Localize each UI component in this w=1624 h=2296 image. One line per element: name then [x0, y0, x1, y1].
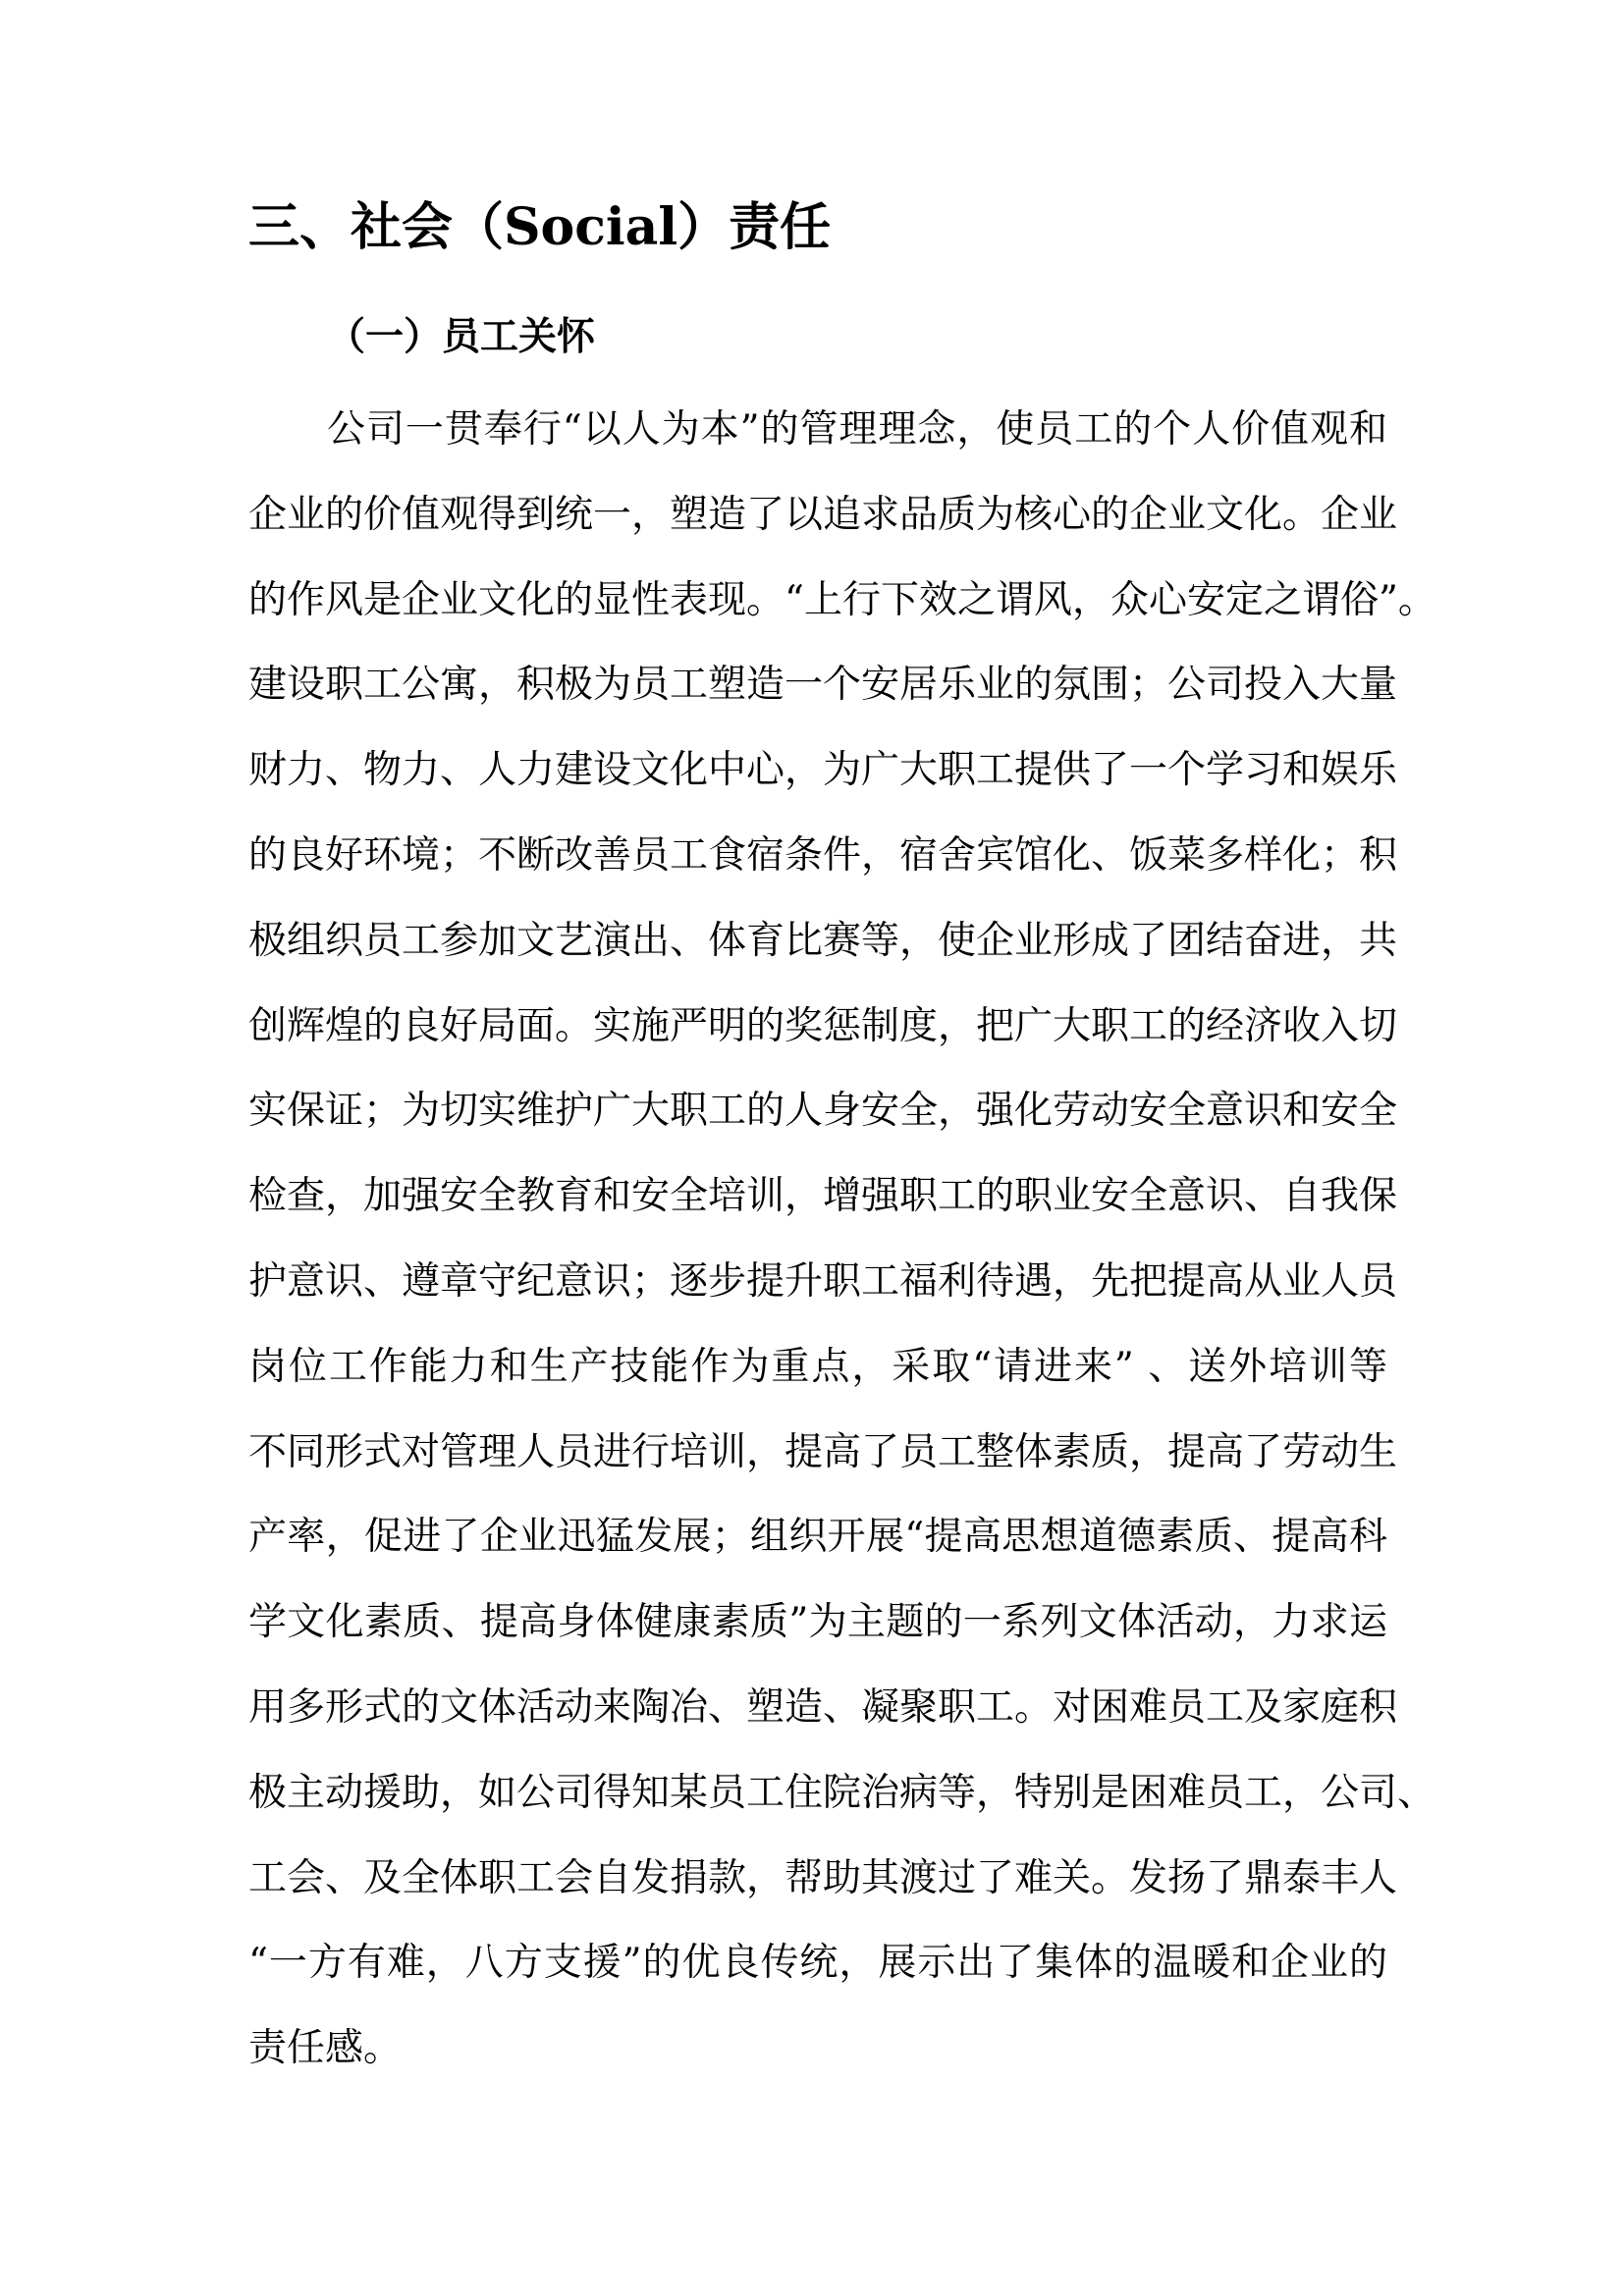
paragraph-line: 极组织员工参加文艺演出、体育比赛等，使企业形成了团结奋进，共 [248, 918, 1398, 963]
body-paragraph [248, 388, 1436, 2092]
paragraph-line: 财力、物力、人力建设文化中心，为广大职工提供了一个学习和娱乐 [248, 748, 1398, 793]
paragraph-line: 建设职工公寓，积极为员工塑造一个安居乐业的氛围；公司投入大量 [248, 663, 1398, 708]
paragraph-line: 公司一贯奉行“以人为本”的管理理念，使员工的个人价值观和 [327, 407, 1387, 452]
paragraph-line: 产率，促进了企业迅猛发展；组织开展“提高思想道德素质、提高科 [248, 1515, 1387, 1560]
paragraph-line: 实保证；为切实维护广大职工的人身安全，强化劳动安全意识和安全 [248, 1089, 1398, 1134]
paragraph-line: 极主动援助，如公司得知某员工住院治病等，特别是困难员工，公司、 [248, 1770, 1436, 1815]
subsection-title: （一）员工关怀 [327, 314, 596, 359]
paragraph-line: 不同形式对管理人员进行培训，提高了员工整体素质，提高了劳动生 [248, 1429, 1398, 1474]
paragraph-line: 的良好环境；不断改善员工食宿条件，宿舍宾馆化、饭菜多样化；积 [248, 832, 1398, 878]
paragraph-line: 企业的价值观得到统一，塑造了以追求品质为核心的企业文化。企业 [248, 492, 1398, 537]
paragraph-line: 检查，加强安全教育和安全培训，增强职工的职业安全意识、自我保 [248, 1174, 1398, 1219]
paragraph-line: 责任感。 [248, 2026, 403, 2071]
paragraph-line: 学文化素质、提高身体健康素质”为主题的一系列文体活动，力求运 [248, 1600, 1387, 1645]
paragraph-line: 创辉煌的良好局面。实施严明的奖惩制度，把广大职工的经济收入切 [248, 1003, 1398, 1048]
paragraph-line: “一方有难，八方支援”的优良传统，展示出了集体的温暖和企业的 [248, 1941, 1387, 1986]
paragraph-line: 岗位工作能力和生产技能作为重点，采取“请进来” 、送外培训等 [248, 1344, 1387, 1389]
paragraph-line: 工会、及全体职工会自发捐款，帮助其渡过了难关。发扬了鼎泰丰人 [248, 1855, 1398, 1900]
paragraph-line: 用多形式的文体活动来陶冶、塑造、凝聚职工。对困难员工及家庭积 [248, 1684, 1398, 1730]
paragraph-line: 的作风是企业文化的显性表现。“上行下效之谓风，众心安定之谓俗”。 [248, 577, 1436, 622]
paragraph-line: 护意识、遵章守纪意识；逐步提升职工福利待遇，先把提高从业人员 [248, 1258, 1398, 1304]
section-title: 三、社会（Social）责任 [248, 197, 832, 257]
